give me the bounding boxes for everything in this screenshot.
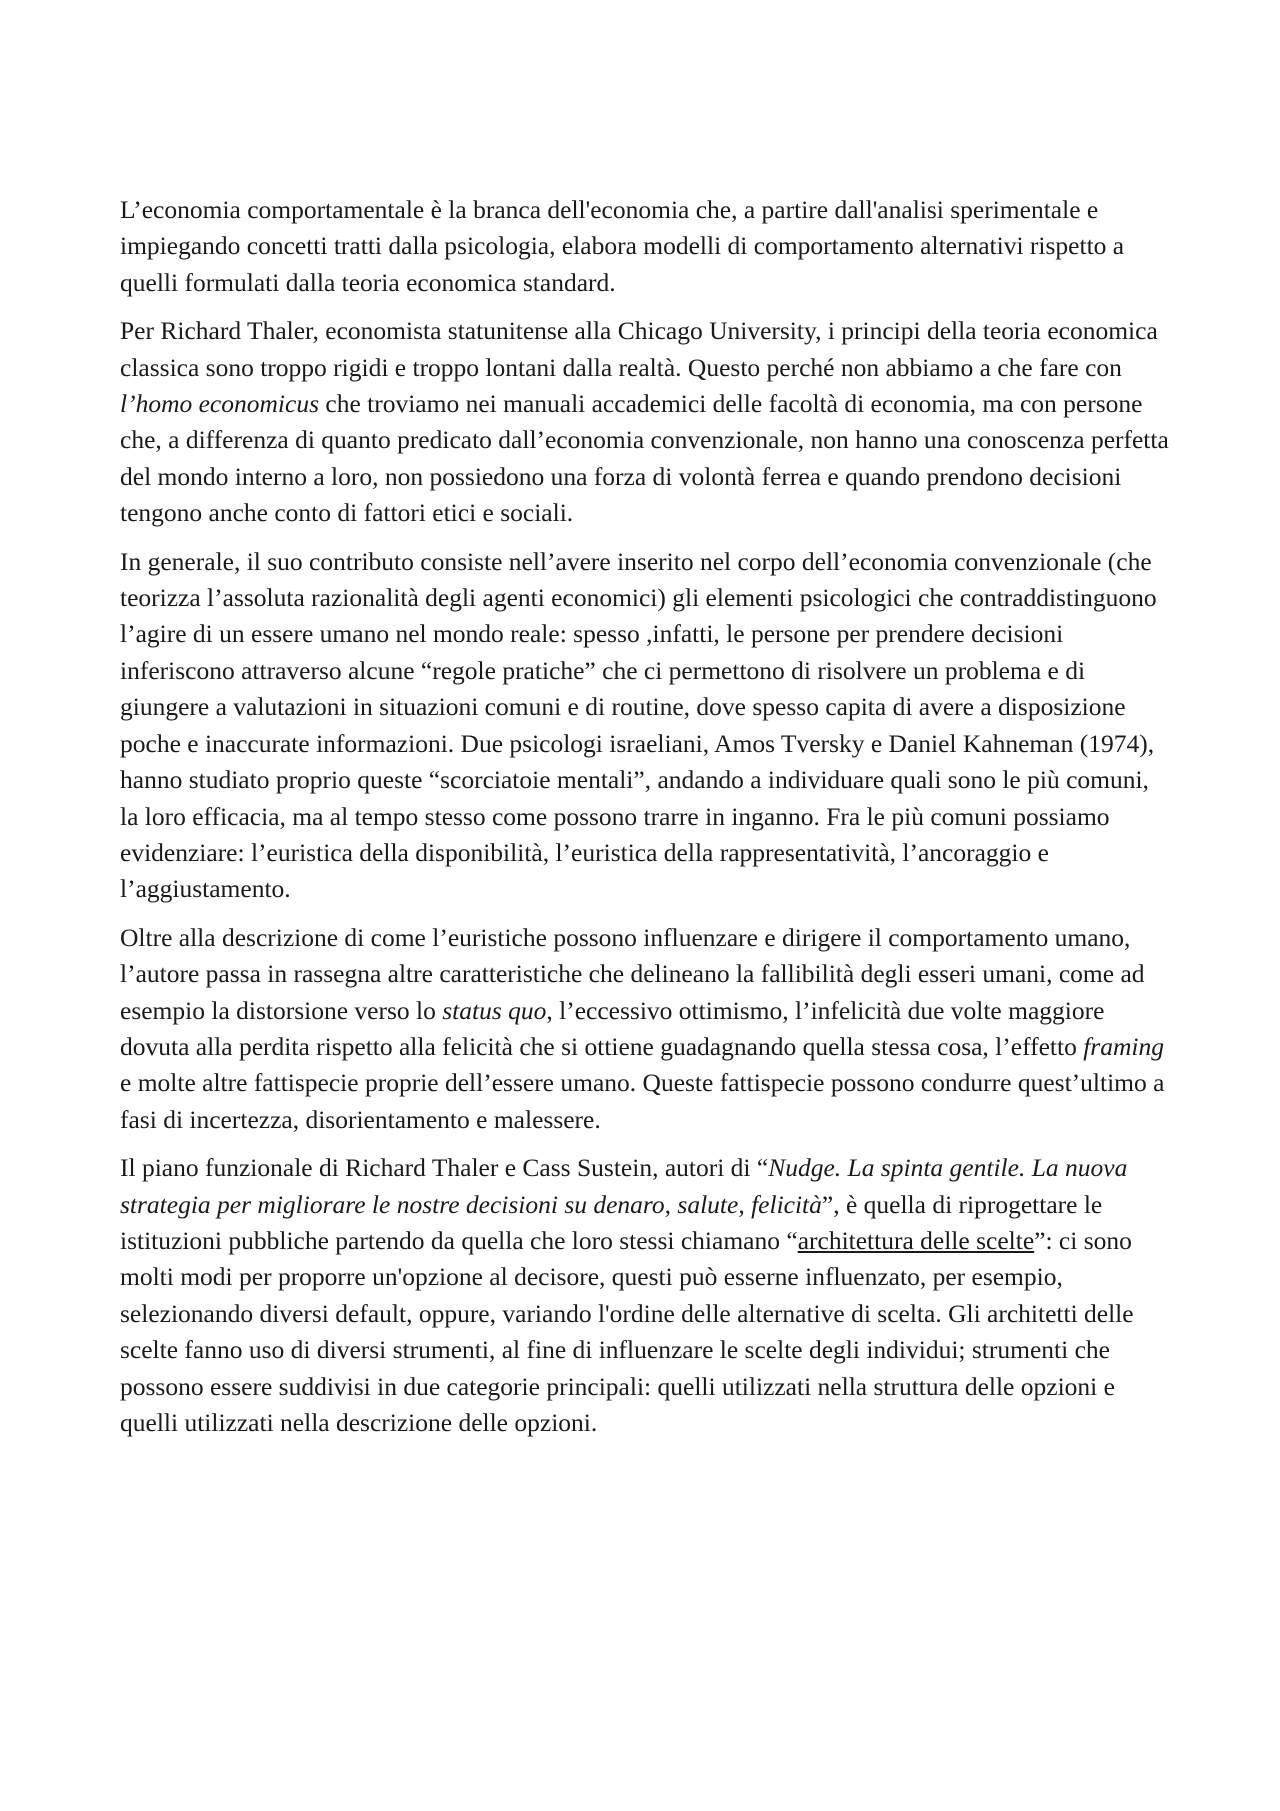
paragraph-thaler-critique [120,313,1170,531]
paragraph-behavioral-economics-definition [120,192,1170,301]
underlined-term-choice-architecture: architettura delle scelte [797,1225,1035,1255]
paragraph-text: e molte altre fattispecie proprie dell’essere umano. Queste fattispecie possono condurre quest’ultimo a fasi di incertezza, disorientamento e malessere. [120,1068,1165,1134]
document-page [120,192,1170,1453]
paragraph-text: L’economia comportamentale è la branca dell'economia che, a partire dall'analisi sperimentale e impiegando concetti tratti dalla psicologia, elabora modelli di comportamento alternativi rispetto a quelli formulati dalla teoria economica standard. [120,195,1125,297]
paragraph-text: ”: ci sono molti modi per proporre un'opzione al decisore, questi può esserne influenzato, per esempio, selezionando diversi default, oppure, variando l'ordine delle alternative di scelta. Gli architetti delle scelte fanno uso di diversi strumenti, al fine di influenzare le scelte degli individui; strumenti che possono essere suddivisi in due categorie principali: quelli utilizzati nella struttura delle opzioni e quelli utilizzati nella descrizione delle opzioni. [120,1225,1134,1437]
paragraph-text: ”, è quella di riprogettare le istituzioni pubbliche partendo da quella che loro stessi chiamano “ [120,1189,1103,1255]
paragraph-human-fallibility [120,920,1170,1138]
paragraph-text: Il piano funzionale di Richard Thaler e Cass Sustein, autori di “ [120,1153,769,1183]
paragraph-text: Per Richard Thaler, economista statunitense alla Chicago University, i principi della teoria economica classica sono troppo rigidi e troppo lontani dalla realtà. Questo perché non abbiamo a che fare con [120,316,1158,382]
italic-term-homo-economicus: l’homo economicus [120,389,319,419]
italic-book-title: Nudge. La spinta gentile. La nuova strategia per migliorare le nostre decisioni su denaro, salute, felicità [120,1153,1128,1219]
paragraph-choice-architecture [120,1150,1170,1441]
paragraph-text: In generale, il suo contributo consiste nell’avere inserito nel corpo dell’economia convenzionale (che teorizza l’assoluta razionalità degli agenti economici) gli elementi psicologici che contraddistinguono l’agire di un essere umano nel mondo reale: spesso ,infatti, le persone per prendere decisioni inferiscono attraverso alcune “regole pratiche” che ci permettono di risolvere un problema e di giungere a valutazioni in situazioni comuni e di routine, dove spesso capita di avere a disposizione poche e inaccurate informazioni. Due psicologi israeliani, Amos Tversky e Daniel Kahneman (1974), hanno studiato proprio queste “scorciatoie mentali”, andando a individuare quali sono le più comuni, la loro efficacia, ma al tempo stesso come possono trarre in inganno. Fra le più comuni possiamo evidenziare: l’euristica della disponibilità, l’euristica della rappresentatività, l’ancoraggio e l’aggiustamento. [120,546,1157,904]
italic-term-status-quo: status quo [442,995,547,1025]
paragraph-text: che troviamo nei manuali accademici delle facoltà di economia, ma con persone che, a differenza di quanto predicato dall’economia convenzionale, non hanno una conoscenza perfetta del mondo interno a loro, non possiedono una forza di volontà ferrea e quando prendono decisioni tengono anche conto di fattori etici e sociali. [120,389,1169,528]
paragraph-text: , l’eccessivo ottimismo, l’infelicità due volte maggiore dovuta alla perdita rispetto alla felicità che si ottiene guadagnando quella stessa cosa, l’effetto [120,995,1105,1061]
paragraph-text: Oltre alla descrizione di come l’euristiche possono influenzare e dirigere il comportamento umano, l’autore passa in rassegna altre caratteristiche che delineano la fallibilità degli esseri umani, come ad esempio la distorsione verso lo [120,922,1145,1025]
paragraph-heuristics [120,544,1170,908]
italic-term-framing: framing [1083,1031,1164,1061]
